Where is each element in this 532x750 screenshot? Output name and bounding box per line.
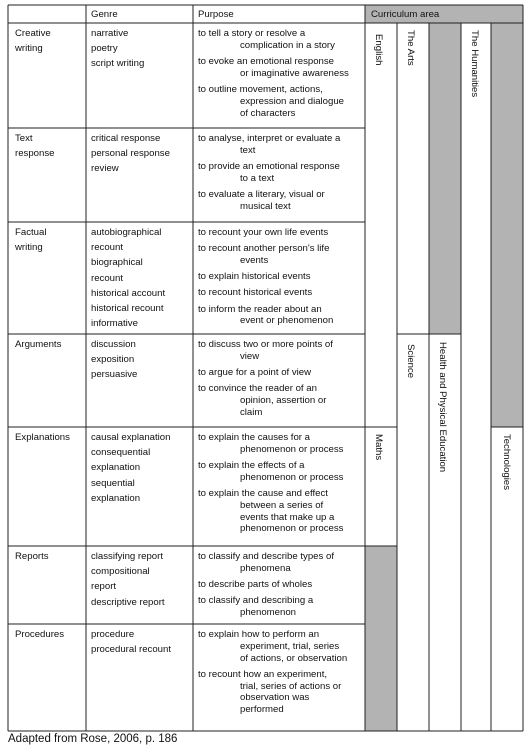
genre-item: recount <box>91 242 123 254</box>
genre-item: script writing <box>91 58 145 70</box>
purpose-line: to explain how to perform an <box>198 629 320 640</box>
genre-item: recount <box>91 272 123 284</box>
purpose-line: to evaluate a literary, visual or <box>198 189 325 200</box>
area-the-arts: The Arts <box>405 30 416 66</box>
genre-item: discussion <box>91 339 136 350</box>
purpose-line: to explain historical events <box>198 271 311 283</box>
purpose-line: to evoke an emotional response <box>198 56 334 67</box>
genre-item: review <box>91 163 119 175</box>
purpose-line: complication in a story <box>240 39 335 51</box>
purpose-line: to explain the cause and effect <box>198 488 328 499</box>
genre-item: compositional <box>91 566 150 578</box>
genre-item: exposition <box>91 354 135 366</box>
purpose-line: events that make up a <box>240 511 335 523</box>
purpose-line: to analyse, interpret or evaluate a <box>198 133 341 144</box>
row-label: writing <box>15 43 43 55</box>
genre-item: descriptive report <box>91 596 165 608</box>
row-label: Explanations <box>15 432 70 443</box>
header-curriculum-area: Curriculum area <box>371 9 440 20</box>
genre-item: causal explanation <box>91 432 171 443</box>
purpose-line: phenomenon or process <box>240 443 344 455</box>
area-maths: Maths <box>373 434 384 461</box>
genre-item: autobiographical <box>91 227 162 238</box>
row-label: Creative <box>15 28 51 39</box>
purpose-line: observation was <box>240 692 310 704</box>
genre-item: procedure <box>91 629 135 640</box>
header-purpose: Purpose <box>198 9 234 20</box>
purpose-line: phenomenon or process <box>240 523 344 535</box>
genre-item: biographical <box>91 257 143 269</box>
area-english: English <box>373 34 384 66</box>
purpose-line: to explain the effects of a <box>198 460 305 471</box>
purpose-line: to provide an emotional response <box>198 161 340 172</box>
purpose-line: of characters <box>240 107 296 119</box>
purpose-line: to outline movement, actions, <box>198 84 323 95</box>
header-genre: Genre <box>91 9 118 20</box>
genre-item: poetry <box>91 43 118 55</box>
purpose-line: to tell a story or resolve a <box>198 28 306 39</box>
purpose-line: experiment, trial, series <box>240 640 340 652</box>
area-science: Science <box>405 344 416 379</box>
row-label: Factual <box>15 227 47 238</box>
purpose-line: to a text <box>240 172 275 184</box>
purpose-line: phenomenon <box>240 607 297 618</box>
purpose-line: to explain the causes for a <box>198 432 310 443</box>
purpose-line: performed <box>240 704 284 716</box>
source-citation: Adapted from Rose, 2006, p. 186 <box>8 733 178 745</box>
purpose-line: to inform the reader about an <box>198 303 322 315</box>
genre-item: classifying report <box>91 551 163 562</box>
shaded-cell-english-maths-gap <box>365 546 397 731</box>
row-label: Procedures <box>15 629 65 640</box>
area-health-physical-education: Health and Physical Education <box>437 342 448 473</box>
genre-item: explanation <box>91 492 141 504</box>
row-label: writing <box>15 242 43 254</box>
area-the-humanities: The Humanities <box>469 30 480 98</box>
genre-item: procedural recount <box>91 644 171 656</box>
purpose-line: to convince the reader of an <box>198 383 317 395</box>
genre-item: persuasive <box>91 369 138 381</box>
purpose-line: to discuss two or more points of <box>198 339 333 350</box>
genre-item: consequential <box>91 447 151 459</box>
shaded-cell-technologies-gap <box>491 23 523 427</box>
genre-item: sequential <box>91 477 135 489</box>
purpose-line: text <box>240 144 256 156</box>
purpose-line: to recount your own life events <box>198 227 329 238</box>
purpose-line: trial, series of actions or <box>240 680 342 692</box>
genre-item: explanation <box>91 462 141 474</box>
purpose-line: phenomenon or process <box>240 471 344 483</box>
purpose-line: musical text <box>240 200 291 212</box>
purpose-line: between a series of <box>240 499 324 511</box>
row-label: Arguments <box>15 339 62 350</box>
shaded-cell-arts-gap <box>429 23 461 334</box>
purpose-line: event or phenomenon <box>240 315 334 327</box>
purpose-line: phenomena <box>240 562 291 574</box>
row-label: Text <box>15 133 33 144</box>
purpose-line: to recount historical events <box>198 287 313 299</box>
purpose-line: of actions, or observation <box>240 652 348 664</box>
genre-item: report <box>91 581 117 593</box>
purpose-line: expression and dialogue <box>240 95 345 107</box>
row-label: response <box>15 148 55 160</box>
purpose-line: claim <box>240 406 263 418</box>
area-technologies: Technologies <box>501 434 512 491</box>
purpose-line: to classify and describe types of <box>198 551 334 562</box>
purpose-line: view <box>240 350 260 362</box>
genre-item: historical recount <box>91 303 164 314</box>
purpose-line: to describe parts of wholes <box>198 579 313 590</box>
purpose-line: events <box>240 255 269 266</box>
genre-item: critical response <box>91 133 161 144</box>
row-label: Reports <box>15 551 49 562</box>
purpose-line: to argue for a point of view <box>198 367 312 378</box>
genre-item: historical account <box>91 287 166 299</box>
purpose-line: to recount how an experiment, <box>198 668 328 680</box>
genre-item: informative <box>91 318 138 330</box>
genre-item: personal response <box>91 148 170 160</box>
genre-item: narrative <box>91 28 129 39</box>
purpose-line: to recount another person's life <box>198 243 330 255</box>
purpose-line: opinion, assertion or <box>240 395 327 406</box>
purpose-line: to classify and describing a <box>198 595 314 607</box>
purpose-line: or imaginative awareness <box>240 67 349 79</box>
